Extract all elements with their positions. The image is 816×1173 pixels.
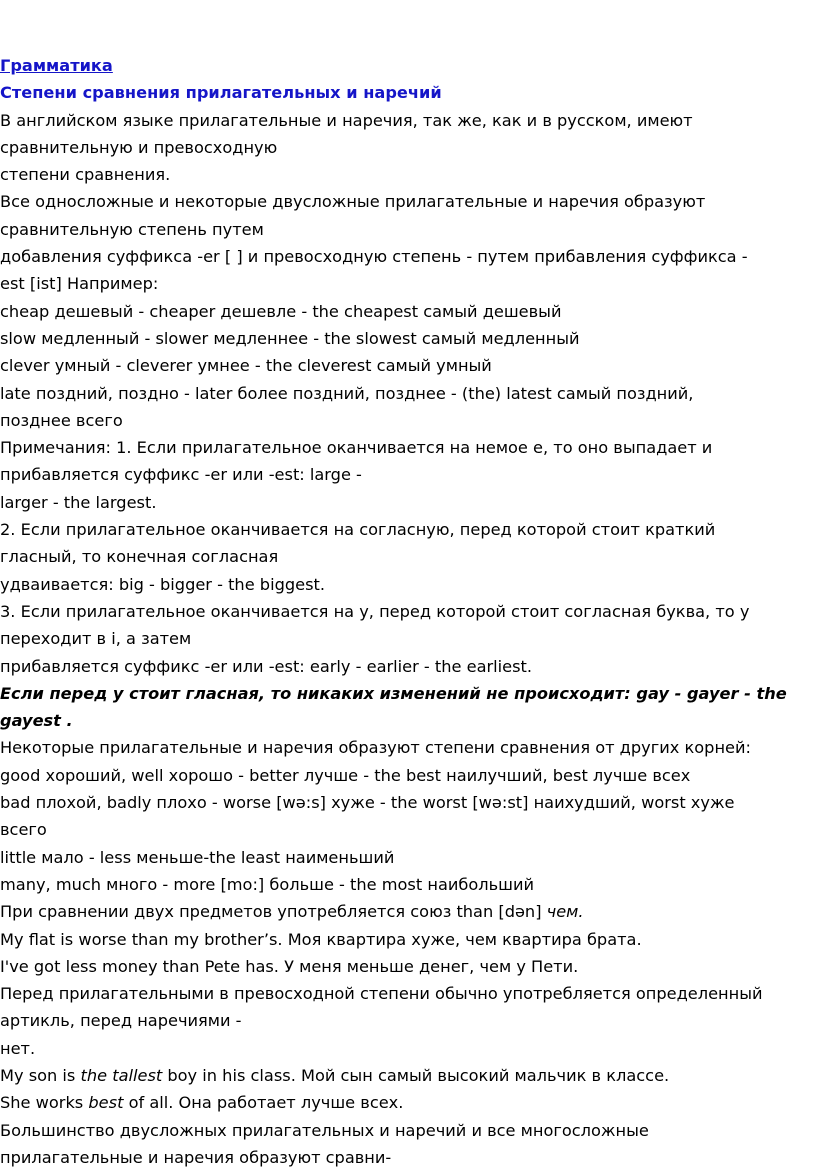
works-italic: best bbox=[88, 1093, 124, 1113]
text-line: 2. Если прилагательное оканчивается на согласную, перед которой стоит краткий bbox=[0, 520, 716, 540]
note-line: Если перед y стоит гласная, то никаких изменений не происходит: gay - gayer - the bbox=[0, 683, 787, 703]
text-line: удваивается: big - bigger - the biggest. bbox=[0, 574, 326, 594]
text-line: степени сравнения. bbox=[0, 165, 171, 185]
body-block-3 bbox=[0, 926, 804, 1062]
body-block-4 bbox=[0, 1117, 804, 1172]
text-line: Некоторые прилагательные и наречия образуют степени сравнения от других корней: bbox=[0, 738, 751, 758]
than-line bbox=[0, 898, 804, 925]
text-line: прибавляется суффикс -er или -est: early - earlier - the earliest. bbox=[0, 656, 533, 676]
text-line: est [ist] Например: bbox=[0, 274, 159, 294]
text-line: late поздний, поздно - later более поздний, позднее - (the) latest самый поздний, bbox=[0, 383, 694, 403]
text-line: larger - the largest. bbox=[0, 492, 157, 512]
text-line: артикль, перед наречиями - bbox=[0, 1011, 242, 1031]
heading-link-line bbox=[0, 52, 804, 79]
text-line: Большинство двусложных прилагательных и наречий и все многосложные bbox=[0, 1120, 649, 1140]
text-line: сравнительную и превосходную bbox=[0, 137, 278, 157]
text-line: little мало - less меньше-the least наименьший bbox=[0, 847, 395, 867]
text-line: Все односложные и некоторые двусложные прилагательные и наречия образуют bbox=[0, 192, 706, 212]
example-son-line bbox=[0, 1062, 804, 1089]
body-block-2 bbox=[0, 734, 804, 898]
text-line: переходит в i, а затем bbox=[0, 629, 192, 649]
text-line: My flat is worse than my brother’s. Моя квартира хуже, чем квартира брата. bbox=[0, 929, 642, 949]
son-pre: My son is bbox=[0, 1065, 81, 1085]
text-line: позднее всего bbox=[0, 410, 123, 430]
text-line: нет. bbox=[0, 1038, 36, 1058]
example-works-line bbox=[0, 1089, 804, 1116]
text-line: many, much много - more [mo:] больше - the most наибольший bbox=[0, 874, 535, 894]
text-line: clever умный - cleverer умнее - the cleverest самый умный bbox=[0, 356, 492, 376]
works-pre: She works bbox=[0, 1093, 89, 1113]
text-line: сравнительную степень путем bbox=[0, 219, 264, 239]
text-line: 3. Если прилагательное оканчивается на y, перед которой стоит согласная буква, то y bbox=[0, 601, 750, 621]
text-line: прибавляется суффикс -er или -est: large - bbox=[0, 465, 362, 485]
note-line: gayest . bbox=[0, 711, 73, 731]
text-line: slow медленный - slower медленнее - the slowest самый медленный bbox=[0, 328, 580, 348]
body-block-1 bbox=[0, 107, 804, 680]
than-text: При сравнении двух предметов употребляется союз than [dən] bbox=[0, 902, 547, 922]
text-line: гласный, то конечная согласная bbox=[0, 547, 279, 567]
text-line: bad плохой, badly плохо - worse [wə:s] хуже - the worst [wə:st] наихудший, worst хуже bbox=[0, 793, 735, 813]
text-line: добавления суффикса -er [ ] и превосходную степень - путем прибавления суффикса - bbox=[0, 247, 748, 267]
text-line: Примечания: 1. Если прилагательное оканчивается на немое е, то оно выпадает и bbox=[0, 438, 713, 458]
text-line: В английском языке прилагательные и наречия, так же, как и в русском, имеют bbox=[0, 110, 693, 130]
text-line: cheap дешевый - cheaper дешевле - the cheapest самый дешевый bbox=[0, 301, 562, 321]
text-line: good хороший, well хорошо - better лучше - the best наилучший, best лучше всех bbox=[0, 765, 691, 785]
section-heading: Степени сравнения прилагательных и наречий bbox=[0, 83, 442, 103]
text-line: Перед прилагательными в превосходной степени обычно употребляется определенный bbox=[0, 984, 763, 1004]
text-line: всего bbox=[0, 820, 47, 840]
grammar-link[interactable]: Грамматика bbox=[0, 56, 113, 75]
than-italic: чем. bbox=[546, 902, 584, 922]
son-post: boy in his class. Мой сын самый высокий мальчик в классе. bbox=[162, 1065, 670, 1085]
text-line: прилагательные и наречия образуют сравни- bbox=[0, 1147, 392, 1167]
works-post: of all. Она работает лучше всех. bbox=[123, 1093, 404, 1113]
text-line: I've got less money than Pete has. У меня меньше денег, чем у Пети. bbox=[0, 956, 579, 976]
son-italic: the tallest bbox=[80, 1065, 163, 1085]
